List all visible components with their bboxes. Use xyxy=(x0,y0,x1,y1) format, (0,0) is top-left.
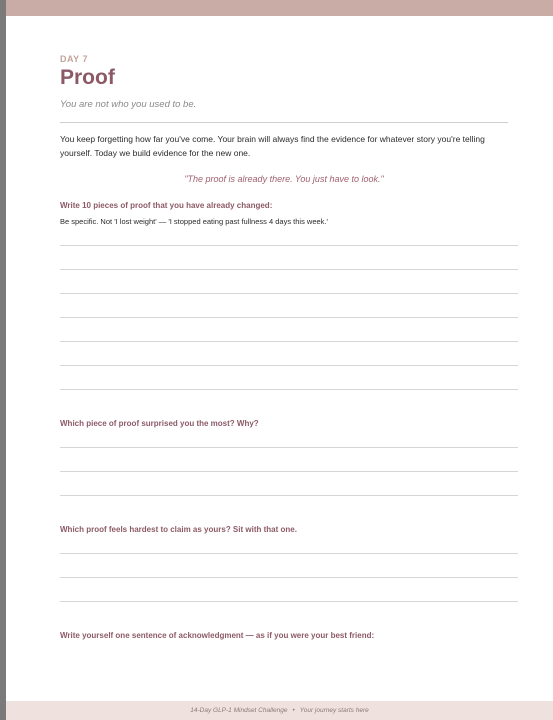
writing-line[interactable] xyxy=(60,389,518,390)
writing-line[interactable] xyxy=(60,245,518,246)
writing-line[interactable] xyxy=(60,471,518,472)
writing-line[interactable] xyxy=(60,447,518,448)
pull-quote: "The proof is already there. You just have to look." xyxy=(184,174,384,184)
writing-line[interactable] xyxy=(60,577,518,578)
prompt-4-question: Write yourself one sentence of acknowledgment — as if you were your best friend: xyxy=(60,631,375,640)
intro-paragraph: You keep forgetting how far you've come. Your brain will always find the evidence for whatever story you're telling yourself. Today we build evidence for the new one. xyxy=(60,134,485,158)
day-label: DAY 7 xyxy=(60,54,89,64)
footer-tagline: Your journey starts here xyxy=(299,707,369,714)
writing-line[interactable] xyxy=(60,365,518,366)
header-divider xyxy=(60,122,508,123)
prompt-3-question: Which proof feels hardest to claim as yours? Sit with that one. xyxy=(60,525,297,534)
writing-line[interactable] xyxy=(60,495,518,496)
page-edge xyxy=(0,0,6,720)
writing-line[interactable] xyxy=(60,341,518,342)
writing-line[interactable] xyxy=(60,601,518,602)
top-color-bar xyxy=(6,0,553,16)
prompt-1-hint: Be specific. Not 'I lost weight' — 'I stopped eating past fullness 4 days this week.' xyxy=(60,217,328,226)
page-title: Proof xyxy=(60,66,115,89)
footer-program-name: 14-Day GLP-1 Mindset Challenge xyxy=(190,707,288,714)
writing-line[interactable] xyxy=(60,553,518,554)
footer-separator: • xyxy=(292,707,295,714)
page-subtitle: You are not who you used to be. xyxy=(60,99,197,110)
prompt-1-question: Write 10 pieces of proof that you have already changed: xyxy=(60,201,273,210)
footer xyxy=(6,701,553,720)
writing-line[interactable] xyxy=(60,269,518,270)
writing-line[interactable] xyxy=(60,317,518,318)
prompt-2-question: Which piece of proof surprised you the most? Why? xyxy=(60,419,259,428)
writing-line[interactable] xyxy=(60,293,518,294)
